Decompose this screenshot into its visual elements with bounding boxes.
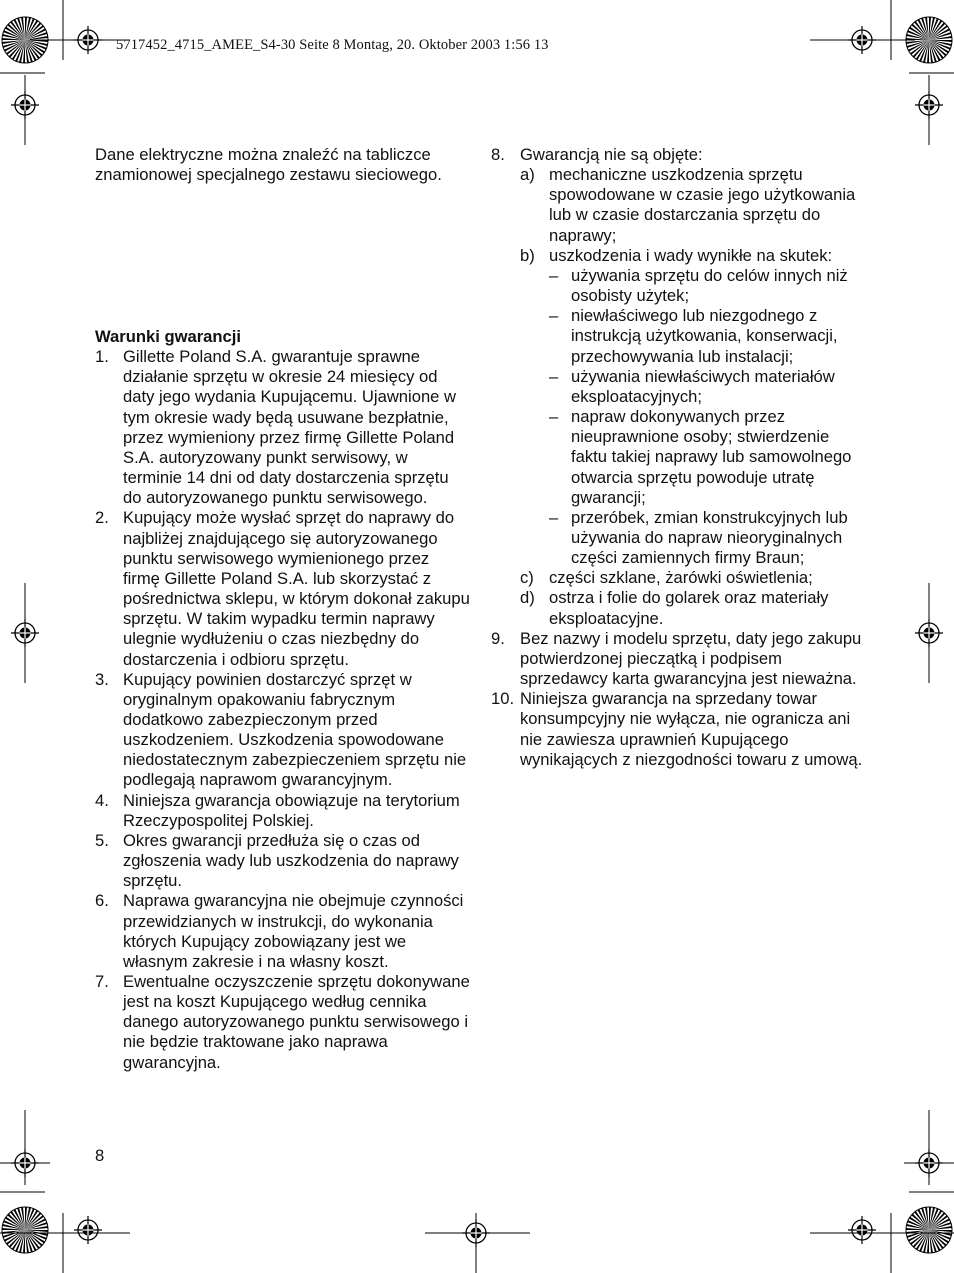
dash-item-text: używania sprzętu do celów innych niż osobisty użytek; — [571, 265, 848, 306]
item-text: Ewentualne oczyszczenie sprzętu dokonywane jest na koszt Kupującego według cennika danego autoryzowanego punktu serwisowego i nie będzie traktowane jako naprawa gwarancyjna. — [123, 972, 470, 1072]
sub-item-text: części szklane, żarówki oświetlenia; — [549, 568, 813, 588]
item-text: Okres gwarancji przedłuża się o czas od zgłoszenia wady lub uszkodzenia do naprawy sprzętu. — [123, 830, 459, 891]
dash-item — [549, 306, 866, 366]
item-text: Gwarancją nie są objęte: — [520, 145, 703, 164]
dash-item-text: przeróbek, zmian konstrukcyjnych lub używania do napraw nieoryginalnych części zamiennych firmy Braun; — [571, 507, 848, 568]
dash-bullet: – — [549, 265, 559, 285]
starburst-target-icon — [2, 17, 48, 63]
list-item — [95, 670, 470, 791]
left-column — [95, 145, 470, 1073]
sub-item-label: a) — [520, 165, 535, 185]
item-text: Kupujący powinien dostarczyć sprzęt w oryginalnym opakowaniu fabrycznym dodatkowo zabezpieczonym przed uszkodzeniem. Uszkodzenia spowodowane niedostatecznym zabezpieczeniem sprzętu nie podlegają naprawom gwarancyjnym. — [123, 669, 467, 790]
list-item — [95, 831, 470, 891]
warranty-list — [95, 347, 470, 1073]
list-item — [491, 145, 866, 629]
item-number: 3. — [95, 669, 109, 689]
sub-item-label: b) — [520, 245, 535, 265]
list-item — [95, 791, 470, 831]
dash-bullet: – — [549, 306, 559, 326]
item-text: Bez nazwy i modelu sprzętu, daty jego zakupu potwierdzonej pieczątką i podpisem sprzedawcy karta gwarancyjna jest nieważna. — [520, 628, 862, 689]
sub-item-label: d) — [520, 588, 535, 608]
list-item — [95, 347, 470, 508]
dash-bullet: – — [549, 407, 559, 427]
starburst-target-icon — [906, 17, 952, 63]
item-text: Kupujący może wysłać sprzęt do naprawy do najbliżej znajdującego się autoryzowanego punktu serwisowego wymienionego przez firmę Gillette Poland S.A. lub skorzystać z pośrednictwa sklepu, w którym dokonał zakupu sprzętu. W takim wypadku termin naprawy ulegnie wydłużeniu o czas niezbędny do dostarczenia i odbioru sprzętu. — [123, 508, 470, 669]
dash-item — [549, 407, 866, 508]
dash-item — [549, 508, 866, 568]
print-slug: 5717452_4715_AMEE_S4-30 Seite 8 Montag, 20. Oktober 2003 1:56 13 — [116, 37, 549, 53]
sub-item — [520, 165, 866, 246]
dash-bullet: – — [549, 507, 559, 527]
item-number: 9. — [491, 628, 505, 648]
dash-item — [549, 266, 866, 306]
item-text: Niniejsza gwarancja na sprzedany towar konsumpcyjny nie wyłącza, nie ogranicza ani nie zawiesza uprawnień Kupującego wynikających z niezgodności towaru z umową. — [520, 689, 863, 769]
starburst-target-icon — [906, 1207, 952, 1253]
intro-paragraph: Dane elektryczne można znaleźć na tabliczce znamionowej specjalnego zestawu sieciowego. — [95, 145, 442, 185]
item-text: Gillette Poland S.A. gwarantuje sprawne działanie sprzętu w okresie 24 miesięcy od daty jego wydania Kupującemu. Ujawnione w tym okresie wady będą usuwane bezpłatnie, przez wymieniony przez firmę Gillette Poland S.A. autoryzowany punkt serwisowy, w terminie 14 dni od daty dostarczenia sprzętu do autoryzowanego punktu serwisowego. — [123, 347, 456, 508]
dash-item-text: niewłaściwego lub niezgodnego z instrukcją użytkowania, konserwacji, przechowywania lub instalacji; — [571, 306, 838, 366]
list-item — [95, 508, 470, 669]
list-item — [95, 891, 470, 972]
item-number: 1. — [95, 347, 109, 367]
dash-item-text: używania niewłaściwych materiałów eksploatacyjnych; — [571, 366, 835, 406]
item-number: 2. — [95, 508, 109, 528]
item-text: Naprawa gwarancyjna nie obejmuje czynności przewidzianych w instrukcji, do wykonania których Kupujący zobowiązany jest we własnym zakresie i na własny koszt. — [123, 891, 464, 971]
sub-item-text: ostrza i folie do golarek oraz materiały eksploatacyjne. — [549, 588, 829, 628]
starburst-target-icon — [2, 1207, 48, 1253]
item-number: 6. — [95, 891, 109, 911]
sub-item — [520, 588, 866, 628]
item-number: 8. — [491, 145, 505, 164]
item-number: 4. — [95, 790, 109, 810]
dash-list — [549, 266, 866, 568]
sub-item — [520, 246, 866, 569]
sub-item-text: uszkodzenia i wady wynikłe na skutek: — [549, 245, 833, 265]
list-item — [491, 629, 866, 689]
section-heading: Warunki gwarancji — [95, 327, 241, 346]
sub-item — [520, 568, 866, 588]
list-item — [95, 972, 470, 1073]
item-number: 7. — [95, 972, 109, 991]
sub-item-text: mechaniczne uszkodzenia sprzętu spowodowane w czasie jego użytkowania lub w czasie dostarczania sprzętu do naprawy; — [549, 165, 856, 245]
sub-item-label: c) — [520, 568, 534, 588]
item-number: 5. — [95, 830, 109, 850]
dash-bullet: – — [549, 366, 559, 386]
item-text: Niniejsza gwarancja obowiązuje na terytorium Rzeczypospolitej Polskiej. — [123, 790, 460, 830]
dash-item-text: napraw dokonywanych przez nieuprawnione osoby; stwierdzenie faktu takiej naprawy lub samowolnego otwarcia sprzętu powoduje utratę gwarancji; — [571, 407, 852, 507]
page-number: 8 — [95, 1146, 105, 1165]
item-number: 10. — [491, 689, 515, 709]
right-column — [491, 145, 866, 770]
list-item — [491, 689, 866, 770]
dash-item — [549, 367, 866, 407]
